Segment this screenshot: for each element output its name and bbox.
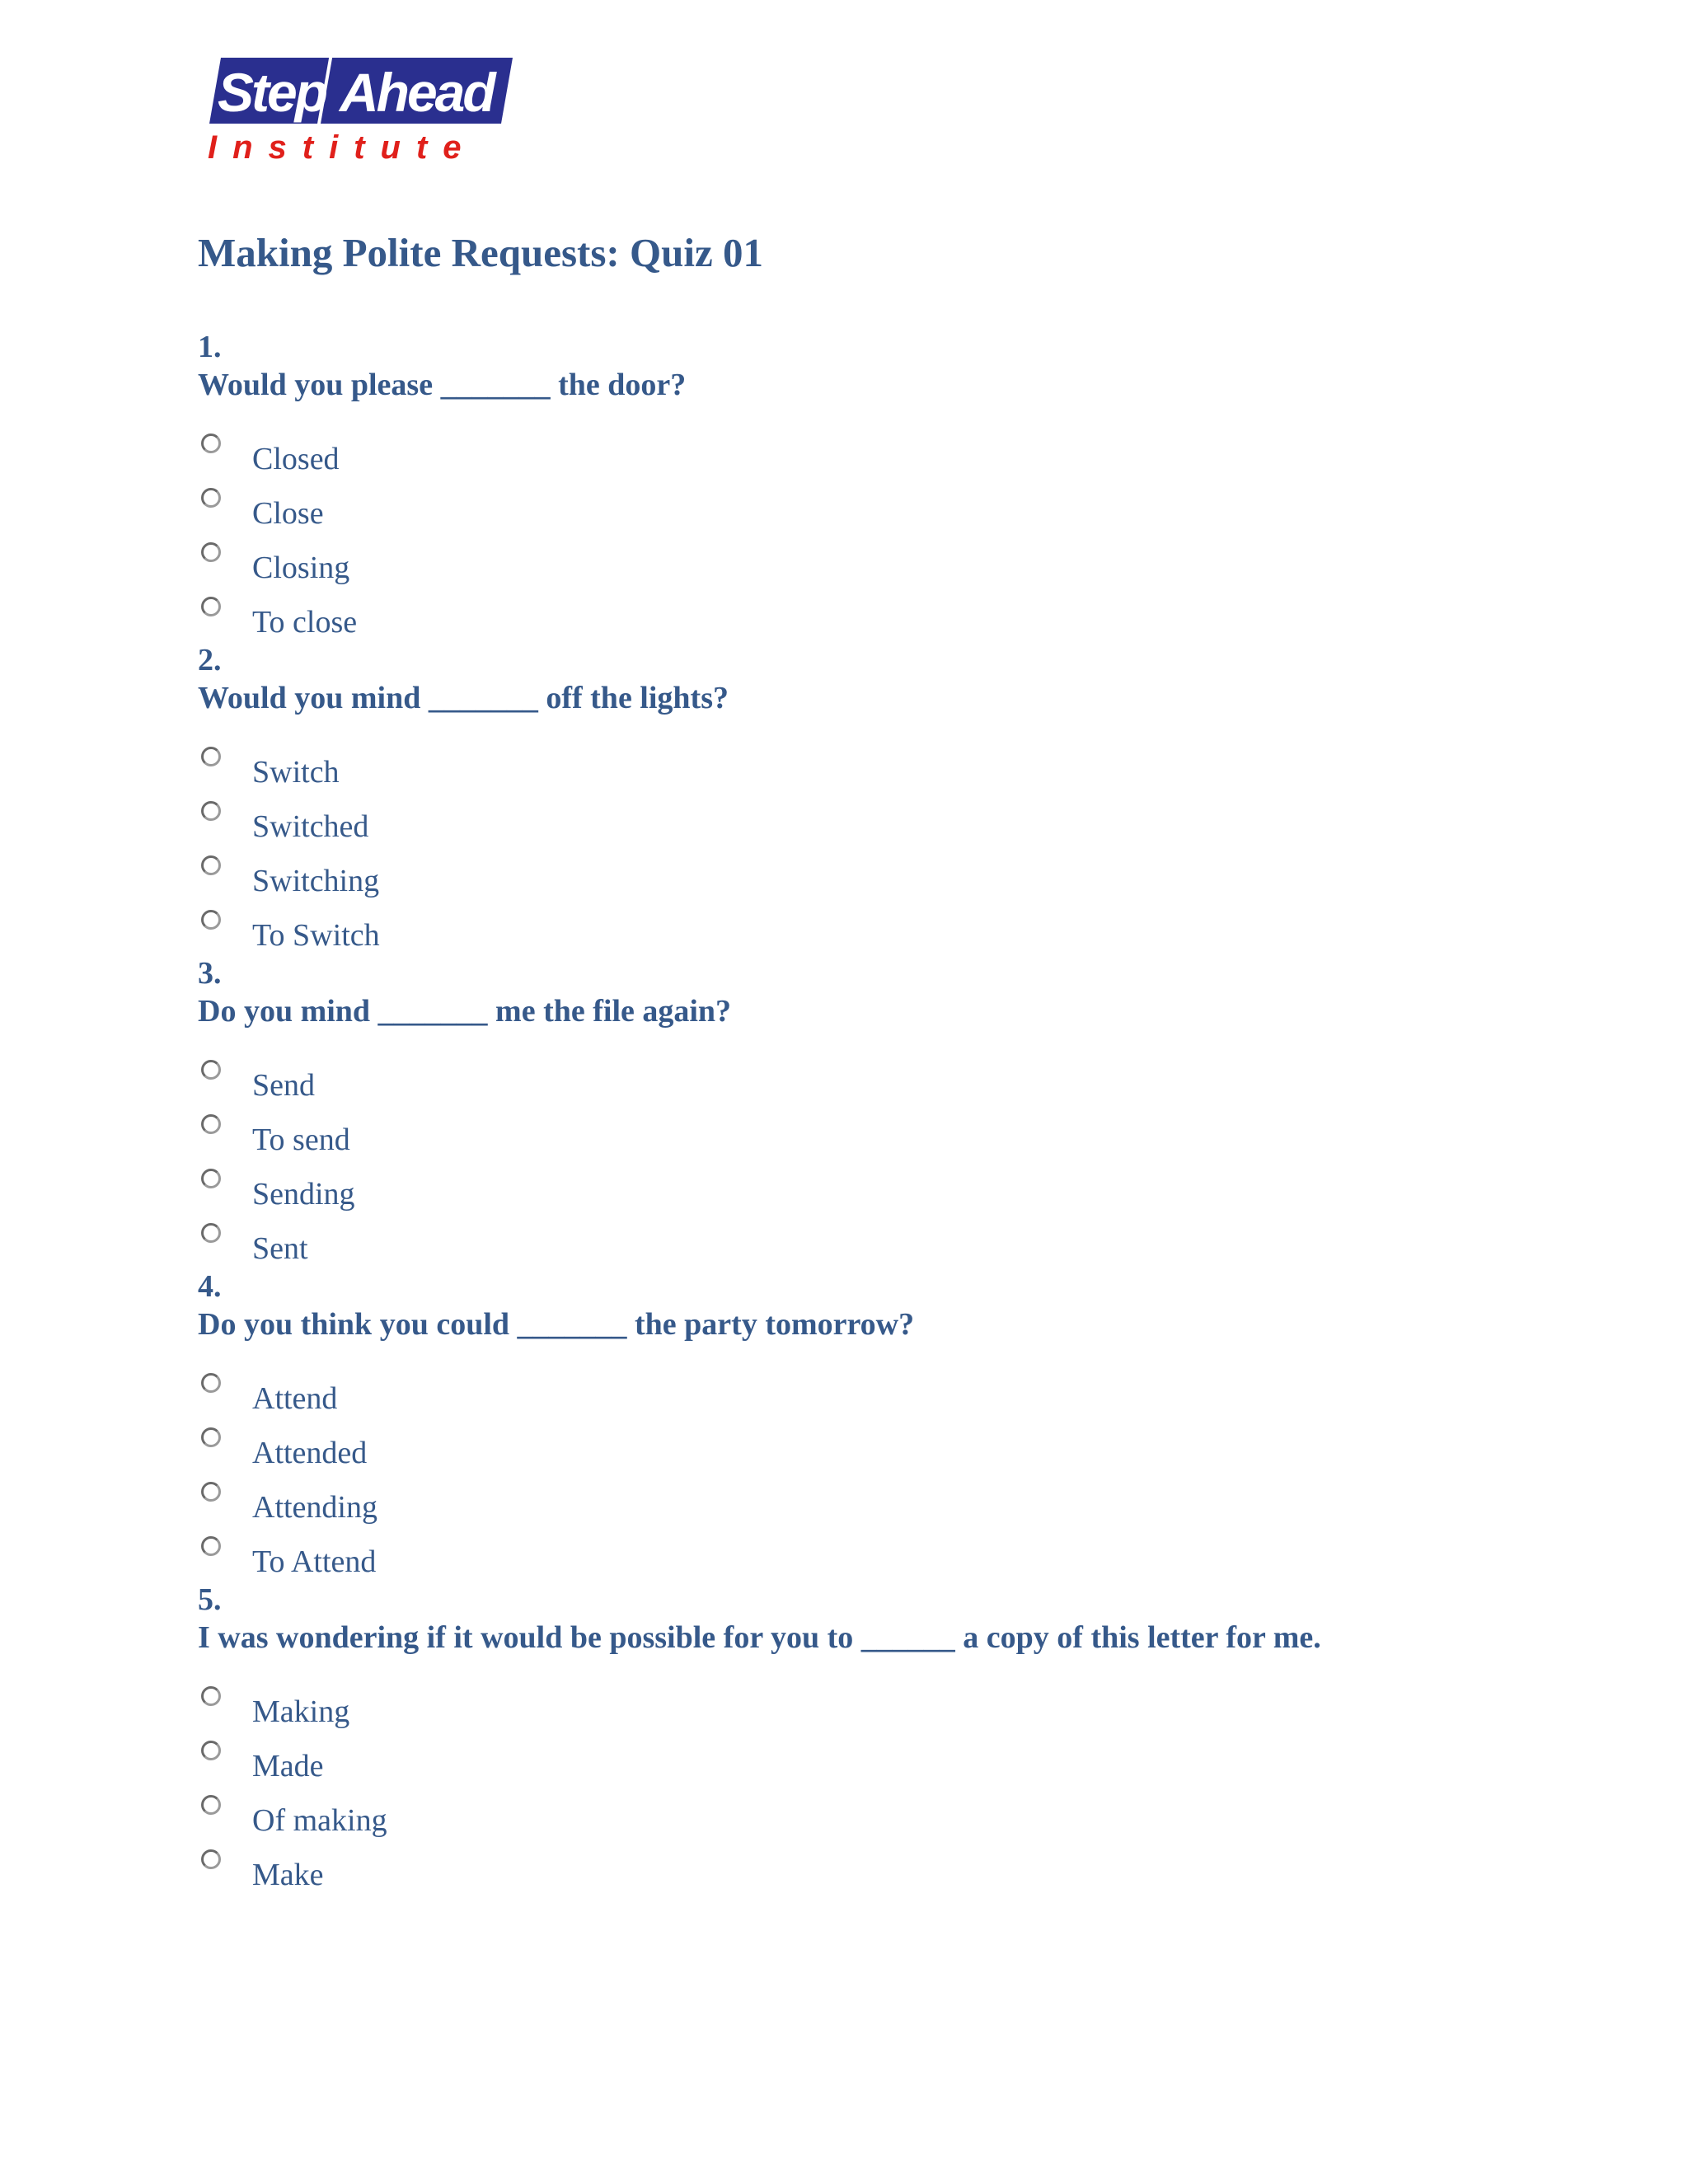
radio-button[interactable]: [201, 1536, 221, 1556]
answer-option-label: Switched: [252, 809, 369, 844]
logo-graphic: [206, 54, 515, 169]
radio-button[interactable]: [201, 1741, 221, 1760]
answer-option-label: Switching: [252, 864, 380, 898]
radio-button[interactable]: [201, 1060, 221, 1080]
question-2: [198, 641, 1632, 954]
question-5: [198, 1581, 1632, 1894]
radio-button[interactable]: [201, 801, 221, 821]
question-number: 4.: [198, 1269, 222, 1304]
radio-button[interactable]: [201, 1373, 221, 1393]
answer-option-label: Closing: [252, 551, 350, 585]
question-list: [198, 328, 1632, 1894]
answer-option-label: Sent: [252, 1231, 308, 1266]
radio-button[interactable]: [201, 747, 221, 766]
logo-step-text: Step: [218, 62, 326, 123]
radio-button[interactable]: [201, 1686, 221, 1706]
logo-ahead-text: Ahead: [340, 62, 494, 123]
answer-option-label: Attended: [252, 1436, 368, 1470]
radio-button[interactable]: [201, 1849, 221, 1869]
answer-option-label: Sending: [252, 1177, 355, 1212]
answer-option-label: To Switch: [252, 918, 380, 953]
radio-button[interactable]: [201, 542, 221, 562]
answer-option-label: Attending: [252, 1490, 377, 1525]
radio-button[interactable]: [201, 855, 221, 875]
radio-button[interactable]: [201, 1482, 221, 1502]
radio-button[interactable]: [201, 488, 221, 508]
radio-button[interactable]: [201, 1795, 221, 1815]
radio-button[interactable]: [201, 1427, 221, 1447]
answer-option-label: To close: [252, 605, 358, 640]
radio-button[interactable]: [201, 1169, 221, 1188]
question-text: Do you think you could _______ the party tomorrow?: [198, 1307, 915, 1342]
step-ahead-logo: [206, 54, 515, 169]
question-4: [198, 1268, 1632, 1581]
answer-option-label: Make: [252, 1858, 324, 1892]
question-text: Do you mind _______ me the file again?: [198, 994, 732, 1029]
answer-option-label: Of making: [252, 1803, 387, 1838]
question-number: 1.: [198, 330, 222, 364]
logo-institute-text: Institute: [208, 129, 477, 166]
question-text: Would you please _______ the door?: [198, 368, 687, 402]
question-text: I was wondering if it would be possible for you to ______ a copy of this letter for me.: [198, 1620, 1321, 1655]
answer-option-label: Close: [252, 496, 324, 531]
question-number: 3.: [198, 956, 222, 991]
answer-option-label: Closed: [252, 442, 340, 476]
question-text: Would you mind _______ off the lights?: [198, 681, 729, 715]
question-number: 5.: [198, 1582, 222, 1617]
question-1: [198, 328, 1632, 641]
answer-option-label: To Attend: [252, 1544, 377, 1579]
question-3: [198, 954, 1632, 1268]
answer-option-label: Making: [252, 1694, 350, 1729]
page-title: Making Polite Requests: Quiz 01: [198, 230, 763, 275]
answer-option-label: Switch: [252, 755, 340, 790]
radio-button[interactable]: [201, 1114, 221, 1134]
answer-option-label: Made: [252, 1749, 324, 1783]
answer-option-label: To send: [252, 1122, 350, 1157]
question-number: 2.: [198, 643, 222, 677]
radio-button[interactable]: [201, 1223, 221, 1243]
answer-option-label: Attend: [252, 1381, 338, 1416]
radio-button[interactable]: [201, 910, 221, 930]
radio-button[interactable]: [201, 434, 221, 453]
answer-option-label: Send: [252, 1068, 315, 1103]
radio-button[interactable]: [201, 597, 221, 616]
